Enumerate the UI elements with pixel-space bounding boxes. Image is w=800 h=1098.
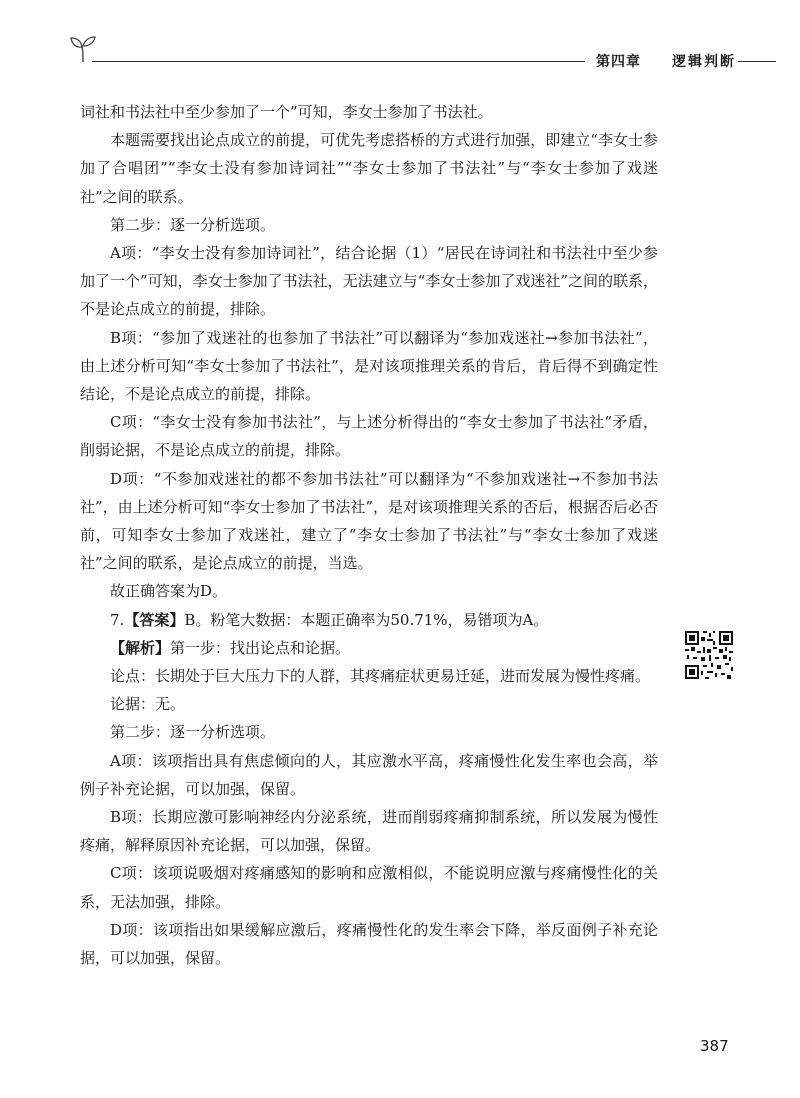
paragraph: B项：“参加了戏迷社的也参加了书法社”可以翻译为“参加戏迷社→参加书法社”，由上述分析可知“李女士参加了书法社”，是对该项推理关系的肯后，肯后得不到确定性结论，不是论点成立的前提，排除。 — [80, 328, 658, 404]
paragraph: C项：“李女士没有参加书法社”，与上述分析得出的“李女士参加了书法社”矛盾，削弱论据，不是论点成立的前提，排除。 — [80, 413, 658, 460]
page-body — [80, 98, 658, 972]
page-header — [0, 0, 800, 90]
question-7-answer — [80, 606, 658, 634]
paragraph: D项：该项指出如果缓解应激后，疼痛慢性化的发生率会下降，举反面例子补充论据，可以加强，保留。 — [80, 920, 658, 968]
answer-label: 【答案】 — [124, 610, 185, 629]
paragraph: 词社和书法社中至少参加了一个”可知，李女士参加了书法社。 — [80, 103, 493, 121]
question-number: 7. — [110, 610, 125, 629]
header-rule-end — [738, 61, 776, 62]
paragraph: 论点：长期处于巨大压力下的人群，其疼痛症状更易迁延，进而发展为慢性疼痛。 — [110, 667, 651, 686]
paragraph: A项：“李女士没有参加诗词社”，结合论据（1）“居民在诗词社和书法社中至少参加了一个”可知，李女士参加了书法社，无法建立与“李女士参加了戏迷社”之间的联系，不是论点成立的前提，排除。 — [80, 244, 659, 319]
sprout-icon — [70, 34, 96, 64]
page-number: 387 — [700, 1037, 729, 1055]
analysis-text: 第一步：找出论点和论据。 — [170, 638, 351, 657]
paragraph: 第二步：逐一分析选项。 — [110, 215, 276, 234]
chapter-title: 第四章 — [596, 54, 641, 70]
paragraph: B项：长期应激可影响神经内分泌系统，进而削弱疼痛抑制系统，所以发展为慢性疼痛，解释原因补充论据，可以加强，保留。 — [80, 808, 658, 855]
header-rule — [92, 61, 585, 62]
section-title: 逻辑判断 — [672, 54, 736, 70]
paragraph: A项：该项指出具有焦虑倾向的人，其应激水平高，疼痛慢性化发生率也会高，举例子补充论据，可以加强，保留。 — [80, 751, 658, 798]
qr-code-icon[interactable] — [683, 629, 735, 681]
paragraph: 第二步：逐一分析选项。 — [110, 723, 276, 742]
paragraph: C项：该项说吸烟对疼痛感知的影响和应激相似，不能说明应激与疼痛慢性化的关系，无法加强，排除。 — [80, 864, 658, 911]
paragraph: 故正确答案为D。 — [110, 582, 228, 601]
analysis-label: 【解析】 — [110, 638, 171, 657]
paragraph: D项：“不参加戏迷社的都不参加书法社”可以翻译为“不参加戏迷社→不参加书法社”，由上述分析可知“李女士参加了书法社”，是对该项推理关系的否后，根据否后必否前，可知李女士参加了戏迷社，建立了“李女士参加了书法社”与“李女士参加了戏迷社”之间的联系，是论点成立的前提，当选。 — [80, 469, 659, 573]
question-7-analysis — [80, 634, 658, 662]
paragraph: 论据：无。 — [110, 695, 186, 714]
paragraph: 本题需要找出论点成立的前提，可优先考虑搭桥的方式进行加强，即建立“李女士参加了合唱团”“李女士没有参加诗词社”“李女士参加了书法社”与“李女士参加了戏迷社”之间的联系。 — [80, 131, 658, 206]
answer-text: B。粉笔大数据：本题正确率为50.71%，易错项为A。 — [184, 610, 549, 629]
